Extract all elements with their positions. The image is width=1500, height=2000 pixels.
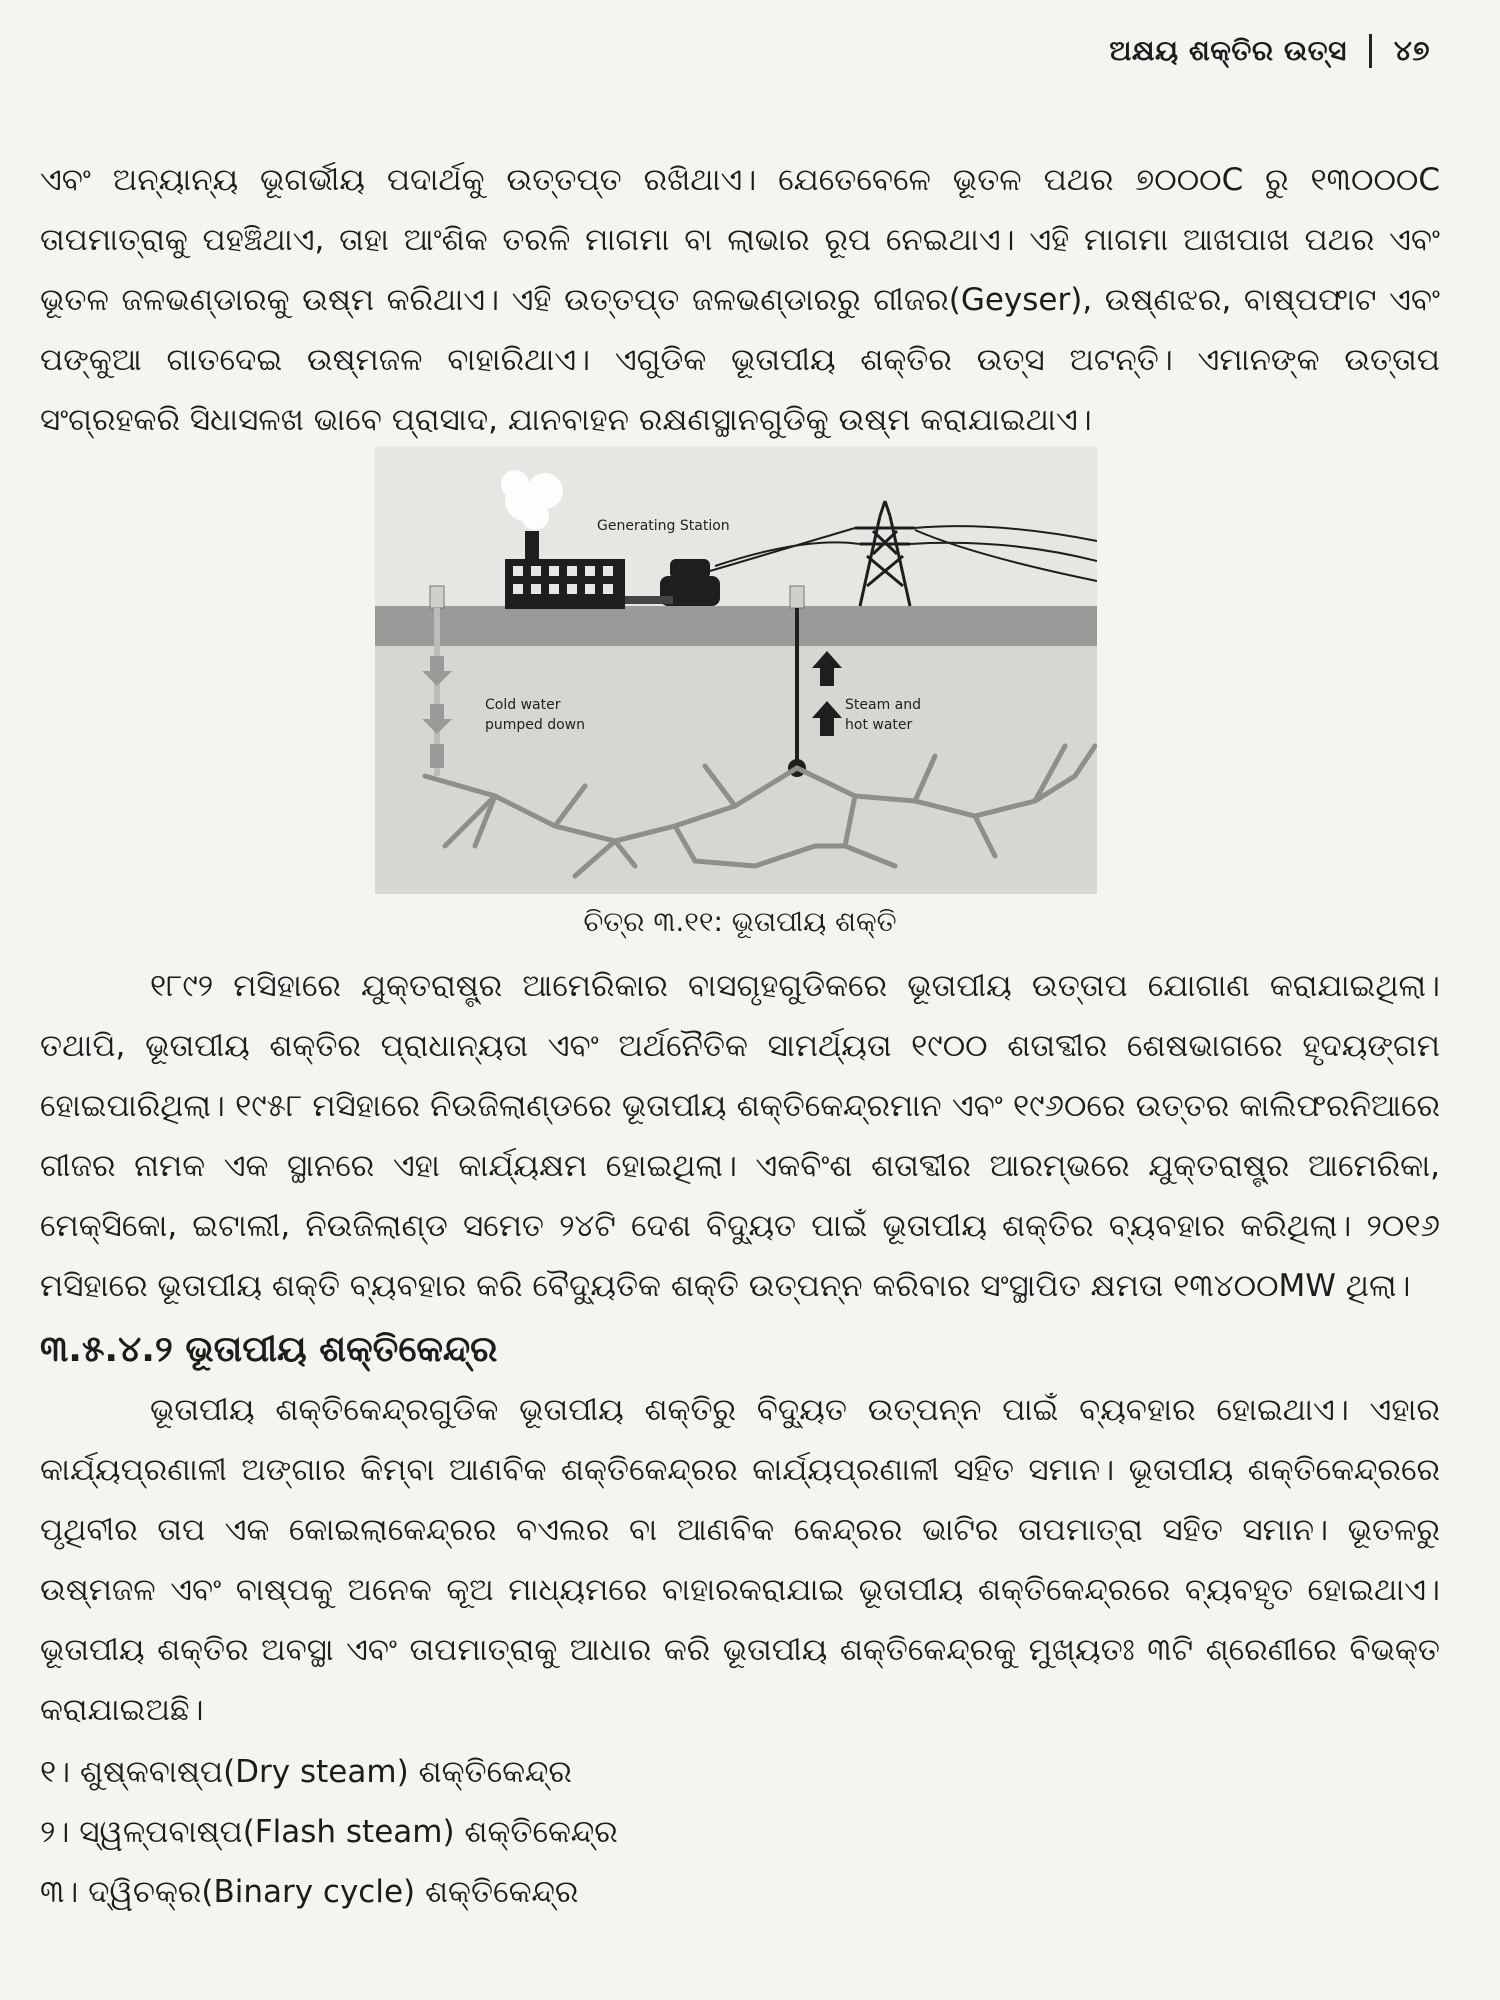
underground-area [375, 646, 1097, 894]
list-item: ୧। ଶୁଷ୍କବାଷ୍ପ(Dry steam) ଶକ୍ତିକେନ୍ଦ୍ର [40, 1754, 572, 1790]
power-plant-building [505, 559, 625, 609]
paragraph-history: ୧୮୯୨ ମସିହାରେ ଯୁକ୍ତରାଷ୍ଟ୍ର ଆମେରିକାର ବାସଗୃହଗୁଡିକରେ ଭୂତାପୀୟ ଉତ୍ତାପ ଯୋଗାଣ କରାଯାଇଥିଲା। ତଥାପି, ଭୂତାପୀୟ ଶକ୍ତିର ପ୍ରାଧାନ୍ୟତା ଏବଂ ଅର୍ଥନୈତିକ ସାମର୍ଥ୍ୟତା ୧୯୦୦ ଶତାବ୍ଦୀର ଶେଷଭାଗରେ ହୃଦୟଙ୍ଗମ ହୋଇପାରିଥିଲା। ୧୯୫୮ ମସିହାରେ ନିଉଜିଲାଣ୍ଡରେ ଭୂତାପୀୟ ଶକ୍ତିକେନ୍ଦ୍ରମାନ ଏବଂ ୧୯୬୦ରେ ଉତ୍ତର କାଲିଫରନିଆରେ ଗୀଜର ନାମକ ଏକ ସ୍ଥାନରେ ଏହା କାର୍ଯ୍ୟକ୍ଷମ ହୋଇଥିଲା। ଏକବିଂଶ ଶତାବ୍ଦୀର ଆରମ୍ଭରେ ଯୁକ୍ତରାଷ୍ଟ୍ର ଆମେରିକା, ମେକ୍ସିକୋ, ଇଟାଲୀ, ନିଉଜିଲାଣ୍ଡ ସମେତ ୨୪ଟି ଦେଶ ବିଦ୍ୟୁତ ପାଇଁ ଭୂତାପୀୟ ଶକ୍ତିର ବ୍ୟବହାର କରିଥିଲା। ୨୦୧୬ ମସିହାରେ ଭୂତାପୀୟ ଶକ୍ତି ବ୍ୟବହାର କରି ବୈଦ୍ୟୁତିକ ଶକ୍ତି ଉତ୍ପନ୍ନ କରିବାର ସଂସ୍ଥାପିତ କ୍ଷମତା ୧୩୪୦୦MW ଥିଲା। [40, 968, 1440, 1304]
header-title: ଅକ୍ଷୟ ଶକ୍ତିର ଉତ୍ସ [1109, 34, 1347, 67]
label-cold-water-2: pumped down [485, 717, 586, 733]
plant-type-list [40, 1742, 1440, 1922]
figure-caption: ଚିତ୍ର ୩.୧୧: ଭୂତାପୀୟ ଶକ୍ତି [583, 905, 897, 938]
list-item: ୨। ସ୍ୱଳ୍ପବାଷ୍ପ(Flash steam) ଶକ୍ତିକେନ୍ଦ୍ର [40, 1814, 618, 1850]
paragraph-power-plant: ଭୂତାପୀୟ ଶକ୍ତିକେନ୍ଦ୍ରଗୁଡିକ ଭୂତାପୀୟ ଶକ୍ତିରୁ ବିଦ୍ୟୁତ ଉତ୍ପନ୍ନ ପାଇଁ ବ୍ୟବହାର ହୋଇଥାଏ। ଏହାର କାର୍ଯ୍ୟପ୍ରଣାଳୀ ଅଙ୍ଗାର କିମ୍ବା ଆଣବିକ ଶକ୍ତିକେନ୍ଦ୍ରର କାର୍ଯ୍ୟପ୍ରଣାଳୀ ସହିତ ସମାନ। ଭୂତାପୀୟ ଶକ୍ତିକେନ୍ଦ୍ରରେ ପୃଥିବୀର ତାପ ଏକ କୋଇଲାକେନ୍ଦ୍ରର ବଏଲର ବା ଆଣବିକ କେନ୍ଦ୍ରର ଭାଟିର ତାପମାତ୍ରା ସହିତ ସମାନ। ଭୂତଳରୁ ଉଷ୍ମଜଳ ଏବଂ ବାଷ୍ପକୁ ଅନେକ କୂଅ ମାଧ୍ୟମରେ ବାହାରକରାଯାଇ ଭୂତାପୀୟ ଶକ୍ତିକେନ୍ଦ୍ରରେ ବ୍ୟବହୃତ ହୋଇଥାଏ। ଭୂତାପୀୟ ଶକ୍ତିର ଅବସ୍ଥା ଏବଂ ତାପମାତ୍ରାକୁ ଆଧାର କରି ଭୂତାପୀୟ ଶକ୍ତିକେନ୍ଦ୍ରକୁ ମୁଖ୍ୟତଃ ୩ଟି ଶ୍ରେଣୀରେ ବିଭକ୍ତ କରାଯାଇଅଛି। [40, 1392, 1440, 1728]
production-well-head [790, 586, 804, 608]
running-header [1109, 34, 1430, 68]
list-item: ୩। ଦ୍ୱିଚକ୍ର(Binary cycle) ଶକ୍ତିକେନ୍ଦ୍ର [40, 1874, 579, 1910]
ground-surface [375, 606, 1097, 646]
paragraph-intro: ଏବଂ ଅନ୍ୟାନ୍ୟ ଭୂଗର୍ଭୀୟ ପଦାର୍ଥକୁ ଉତ୍ତପ୍ତ ରଖିଥାଏ। ଯେତେବେଳେ ଭୂତଳ ପଥର ୭୦୦୦C ରୁ ୧୩୦୦୦C ତାପମାତ୍ରାକୁ ପହଞ୍ଚିଥାଏ, ତାହା ଆଂଶିକ ତରଳି ମାଗମା ବା ଲାଭାର ରୂପ ନେଇଥାଏ। ଏହି ମାଗମା ଆଖପାଖ ପଥର ଏବଂ ଭୂତଳ ଜଳଭଣ୍ଡାରକୁ ଉଷ୍ମ କରିଥାଏ। ଏହି ଉତ୍ତପ୍ତ ଜଳଭଣ୍ଡାରରୁ ଗୀଜର(Geyser), ଉଷ୍ଣଝର, ବାଷ୍ପଫାଟ ଏବଂ ପଙ୍କୁଆ ଗାତଦେଇ ଉଷ୍ମଜଳ ବାହାରିଥାଏ। ଏଗୁଡିକ ଭୂତାପୀୟ ଶକ୍ତିର ଉତ୍ସ ଅଟନ୍ତି। ଏମାନଙ୍କ ଉତ୍ତାପ ସଂଗ୍ରହକରି ସିଧାସଳଖ ଭାବେ ପ୍ରାସାଦ, ଯାନବାହନ ରକ୍ଷଣସ୍ଥାନଗୁଡିକୁ ଉଷ୍ମ କରାଯାଇଥାଏ। [40, 162, 1440, 438]
label-steam-2: hot water [845, 717, 913, 733]
header-divider [1369, 34, 1372, 68]
label-cold-water-1: Cold water [485, 697, 561, 713]
chimney [525, 531, 539, 561]
main-content [40, 150, 1440, 1922]
geothermal-figure [375, 446, 1097, 894]
sky-area [375, 446, 1097, 621]
label-generating-station: Generating Station [597, 518, 730, 534]
section-heading: ୩.୫.୪.୨ ଭୂତାପୀୟ ଶକ୍ତିକେନ୍ଦ୍ର [40, 1329, 498, 1370]
page-number: ୪୭ [1393, 34, 1430, 67]
injection-well-head [430, 586, 444, 608]
geothermal-diagram [375, 446, 1097, 894]
label-steam-1: Steam and [845, 697, 921, 713]
